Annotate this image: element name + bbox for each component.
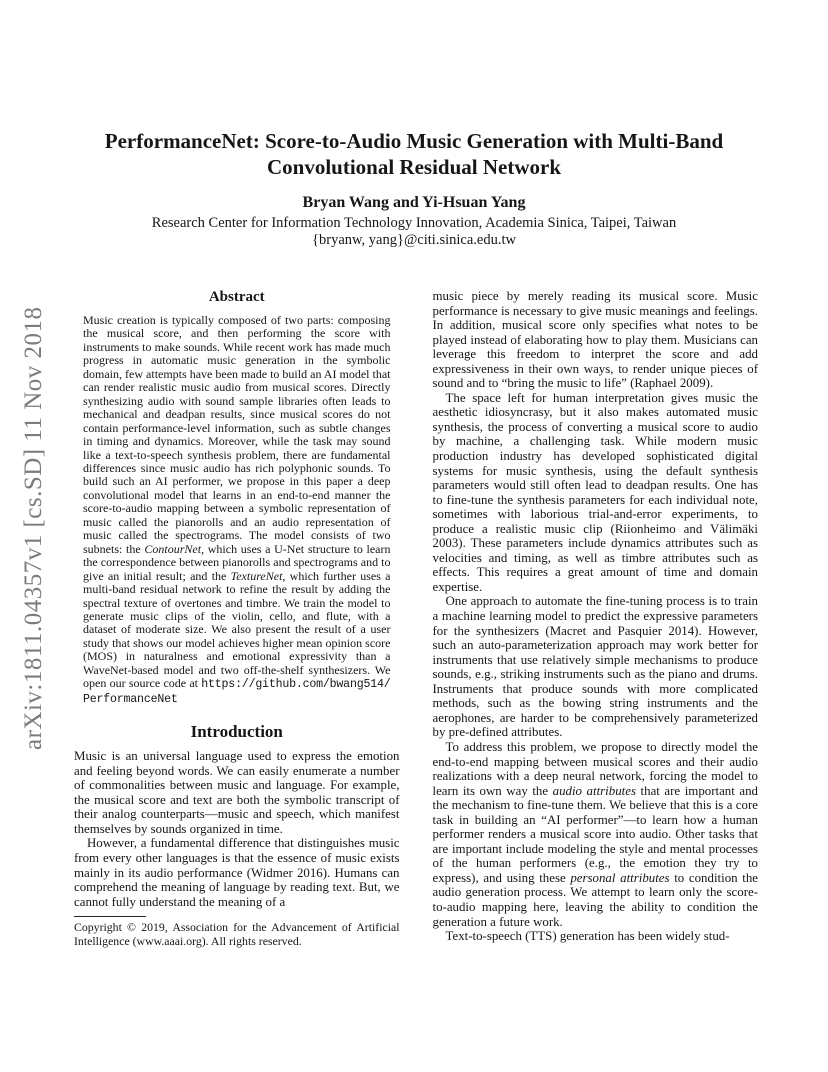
introduction-paragraph-1: Music is an universal language used to express the emotion and feeling beyond words. We can easily enumerate a number of commonalities between music and language. For example, the musical score and text are both the symbolic transcript of their analog counterparts—music and speech, which manifest themselves by sounds organized in time. [74, 749, 400, 836]
introduction-paragraph-2: However, a fundamental difference that distinguishes music from every other languages is that the essence of music exists mainly in its audio performance (Widmer 2016). Humans can comprehend the meaning of language by reading text. But, we cannot fully understand the meaning of a [74, 836, 400, 909]
paragraph-4-part-a: To address this problem, we propose to directly model the end-to-end mapping between musical scores and their audio realizations with a deep neural network, forcing the model to learn its own way the [432, 739, 758, 798]
paragraph-4-part-b: that are important and the mechanism to fine-tune them. We believe that this is a core task in building an “AI performer”—to learn how a human performer renders a musical score into audio. Other tasks that are important include modeling the style and mental processes of the human performers (e.g., the emotion they try to express), and using these [432, 783, 758, 885]
arxiv-watermark: arXiv:1811.04357v1 [cs.SD] 11 Nov 2018 [20, 306, 47, 750]
source-code-link[interactable]: https://github.com/bwang514/PerformanceNet [83, 678, 391, 706]
paper-title-line2: Convolutional Residual Network [266, 155, 562, 179]
abstract-text-part1: Music creation is typically composed of two parts: composing the musical score, and then performing the score with instruments to make sounds. While recent work has made much progress in automatic music generation in the symbolic domain, few attempts have been made to build an AI model that can render realistic music audio from musical scores. Directly synthesizing audio with sound sample libraries often leads to mechanical and deadpan results, since musical scores do not contain performance-level information, such as subtle changes in timing and dynamics. Moreover, while the task may sound like a text-to-speech synthesis problem, there are fundamental differences since music audio has rich polyphonic sounds. To build such an AI performer, we propose in this paper a deep convolutional model that learns in an end-to-end manner the score-to-audio mapping between a symbolic representation of music called the pianorolls and an audio representation of music called the spectrograms. The model consists of two subnets: the [83, 313, 391, 556]
copyright-text: Copyright © 2019, Association for the Advancement of Artificial Intelligence (www.aaai.org). All rights reserved. [74, 920, 400, 949]
body-paragraph-2: The space left for human interpretation gives music the aesthetic idiosyncrasy, but it also makes automated music synthesis, the process of converting a musical score to audio by machine, a challenging task. While modern music production industry has developed sophisticated digital systems for music synthesis, using the default synthesis parameters would still often lead to deadpan results. One has to fine-tune the synthesis parameters for each individual note, sometimes with laborious trial-and-error experiments, to produce a realistic music clip (Riionheimo and Välimäki 2003). These parameters include dynamics attributes such as velocities and timing, as well as timbre attributes such as effects. This requires a great amount of time and domain expertise. [432, 390, 758, 594]
body-paragraph-3: One approach to automate the fine-tuning process is to train a machine learning model to predict the expressive parameters for the synthesizers (Macret and Pasquier 2014). However, such an auto-parameterization approach may work better for instruments that use relatively simple mechanisms to produce sounds, e.g., striking instruments such as the piano and drums. Instruments that produce sounds with more complicated methods, such as the bowing string instruments and the aerophones, are harder to be comprehensively parameterized by pre-defined attributes. [432, 594, 758, 740]
introduction-heading: Introduction [190, 722, 283, 742]
right-column [433, 289, 759, 949]
body-paragraph-1: music piece by merely reading its musical score. Music performance is necessary to give music meanings and feelings. In addition, musical score only specifies what notes to be played instead of elaborating how to play them. Musicians can leverage this freedom to interpret the score and add expressiveness in their own ways, to render unique pieces of sound and to “bring the music to life” (Raphael 2009). [432, 289, 758, 391]
affiliation: Research Center for Information Technology Innovation, Academia Sinica, Taipei, Taiwan [151, 215, 677, 231]
paper-title-line1: PerformanceNet: Score-to-Audio Music Generation with Multi-Band [104, 129, 724, 153]
two-column-body [74, 289, 758, 949]
left-column [74, 289, 400, 949]
abstract-body [83, 314, 391, 706]
copyright-footnote [74, 916, 400, 949]
abstract-text-part3: , which further uses a multi-band residual network to refine the result by adding the spectral texture of overtones and timbre. We train the model to generate music clips of the violin, cello, and flute, with a dataset of moderate size. We also present the result of a user study that shows our model achieves higher mean opinion score (MOS) in naturalness and emotional expressivity than a WaveNet-based model and two off-the-shelf synthesizers. We open our source code at [83, 568, 391, 691]
abstract-text-part2: , which uses a U-Net structure to learn the correspondence between pianorolls and spectrograms and to give an initial result; and the [83, 541, 391, 583]
personal-attributes-emphasis: personal attributes [570, 870, 670, 885]
body-paragraph-4 [433, 740, 759, 929]
footnote-rule [74, 916, 146, 917]
contact-email: {bryanw, yang}@citi.sinica.edu.tw [312, 232, 516, 248]
contournet-name: ContourNet [144, 541, 202, 556]
authors: Bryan Wang and Yi-Hsuan Yang [302, 194, 526, 211]
abstract-heading: Abstract [208, 289, 265, 305]
paragraph-4-part-c: to condition the audio generation process. We attempt to learn only the score-to-audio mapping here, leaving the ability to condition the generation a future work. [432, 870, 758, 929]
paper-title [0, 128, 828, 180]
texturenet-name: TextureNet [230, 568, 283, 583]
audio-attributes-emphasis: audio attributes [552, 783, 636, 798]
body-paragraph-5: Text-to-speech (TTS) generation has been widely stud- [445, 929, 730, 944]
